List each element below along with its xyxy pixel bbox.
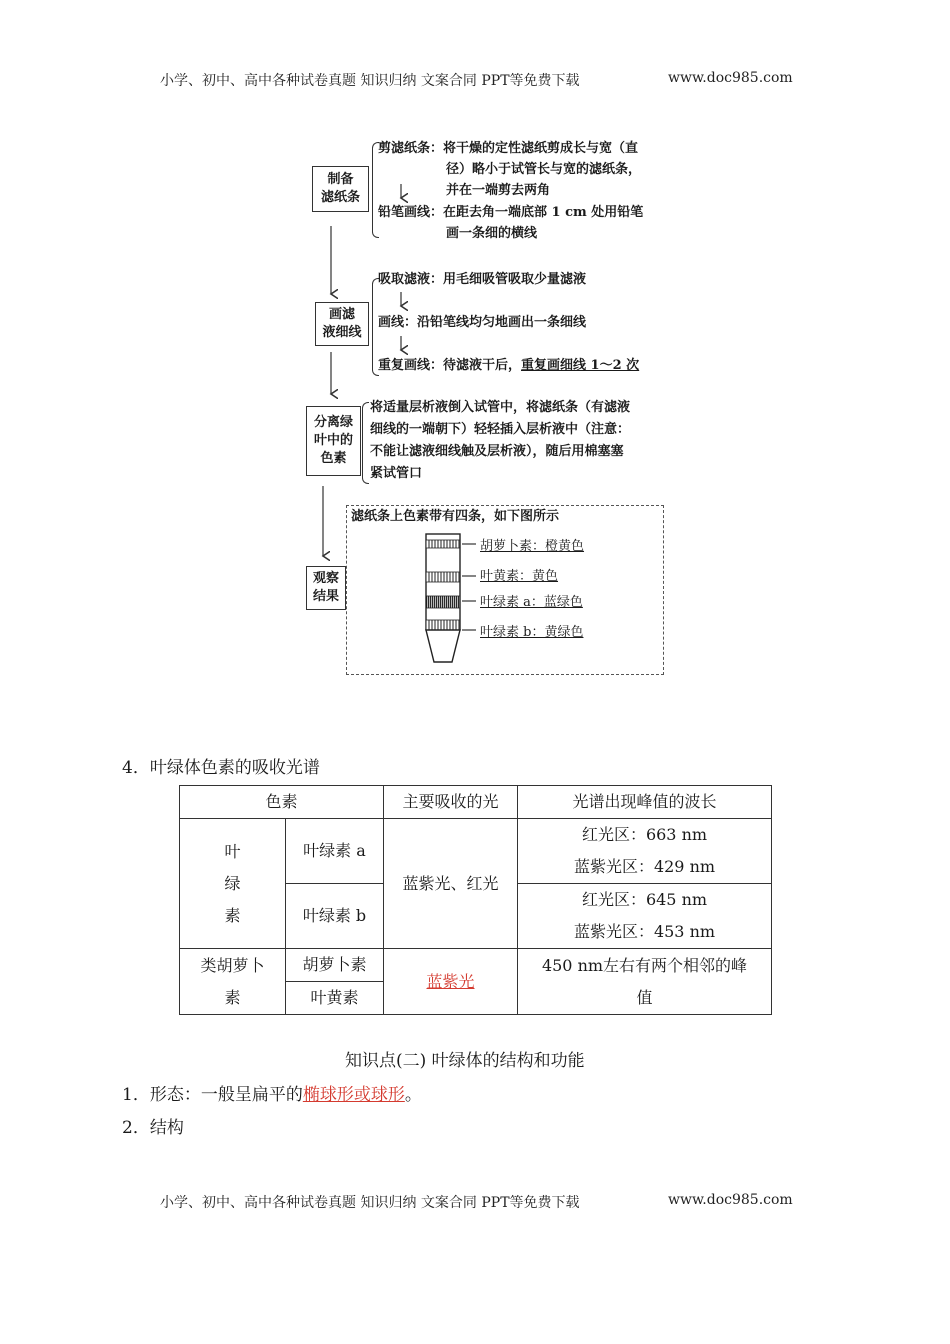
step3-line: 细线的一端朝下）轻轻插入层析液中（注意： <box>370 422 631 437</box>
footer-site: www.doc985.com <box>668 1192 793 1208</box>
table-row <box>180 949 772 982</box>
shape-line: 1．形态：一般呈扁平的椭球形或球形。 <box>122 1085 422 1105</box>
step2-line: 吸取滤液：用毛细吸管吸取少量滤液 <box>378 272 587 287</box>
step3-line: 将适量层析液倒入试管中，将滤纸条（有滤液 <box>370 400 631 415</box>
step4-box: 观察 结果 <box>306 566 346 610</box>
step1-box: 制备 滤纸条 <box>312 166 369 212</box>
table-cell: 胡萝卜素 <box>286 949 384 982</box>
table-cell: 450 nm左右有两个相邻的峰 值 <box>518 949 772 1015</box>
table-cell: 叶黄素 <box>286 982 384 1015</box>
step2-box: 画滤 液细线 <box>315 302 369 346</box>
table-cell: 叶绿素 a <box>286 819 384 884</box>
structure-line: 2．结构 <box>122 1118 184 1138</box>
table-cell: 红光区：645 nm 蓝紫光区：453 nm <box>518 884 772 949</box>
step1-line: 径）略小于试管长与宽的滤纸条， <box>446 162 642 177</box>
table-cell: 叶绿素 b <box>286 884 384 949</box>
pigment-absorption-table <box>179 785 772 1015</box>
header-text: 小学、初中、高中各种试卷真题 知识归纳 文案合同 PPT等免费下载 <box>160 73 580 89</box>
table-header: 光谱出现峰值的波长 <box>518 786 772 819</box>
step1-line: 剪滤纸条：将干燥的定性滤纸剪成长与宽（直 <box>378 141 639 156</box>
step1-line: 铅笔画线：在距去角一端底部 1 cm 处用铅笔 <box>378 205 644 220</box>
result-title: 滤纸条上色素带有四条，如下图所示 <box>351 509 560 524</box>
footer-text: 小学、初中、高中各种试卷真题 知识归纳 文案合同 PPT等免费下载 <box>160 1195 580 1211</box>
step3-line: 不能让滤液细线触及层析液），随后用棉塞塞 <box>370 444 624 459</box>
header-site: www.doc985.com <box>668 70 793 86</box>
band-label: 叶黄素：黄色 <box>480 569 559 584</box>
step1-line: 画一条细的横线 <box>446 226 538 241</box>
table-cell: 类胡萝卜 素 <box>180 949 286 1015</box>
table-row <box>180 786 772 819</box>
step2-line: 画线：沿铅笔线均匀地画出一条细线 <box>378 315 587 330</box>
section-heading: 知识点(二) 叶绿体的结构和功能 <box>345 1051 585 1071</box>
table-header: 主要吸收的光 <box>384 786 518 819</box>
table-row <box>180 819 772 884</box>
table-header: 色素 <box>180 786 384 819</box>
band-label: 叶绿素 b：黄绿色 <box>480 625 584 640</box>
step3-box: 分离绿 叶中的 色素 <box>306 406 361 476</box>
table-cell: 红光区：663 nm 蓝紫光区：429 nm <box>518 819 772 884</box>
band-label: 叶绿素 a：蓝绿色 <box>480 595 583 610</box>
step3-line: 紧试管口 <box>370 466 423 481</box>
step1-line: 并在一端剪去两角 <box>446 183 551 198</box>
step2-line: 重复画线：待滤液干后，重复画细线 1～2 次 <box>378 358 640 373</box>
table-cell: 蓝紫光 <box>384 949 518 1015</box>
band-label: 胡萝卜素：橙黄色 <box>480 539 585 554</box>
table-cell: 蓝紫光、红光 <box>384 819 518 949</box>
table-cell: 叶 绿 素 <box>180 819 286 949</box>
section-title: 4．叶绿体色素的吸收光谱 <box>122 758 320 778</box>
